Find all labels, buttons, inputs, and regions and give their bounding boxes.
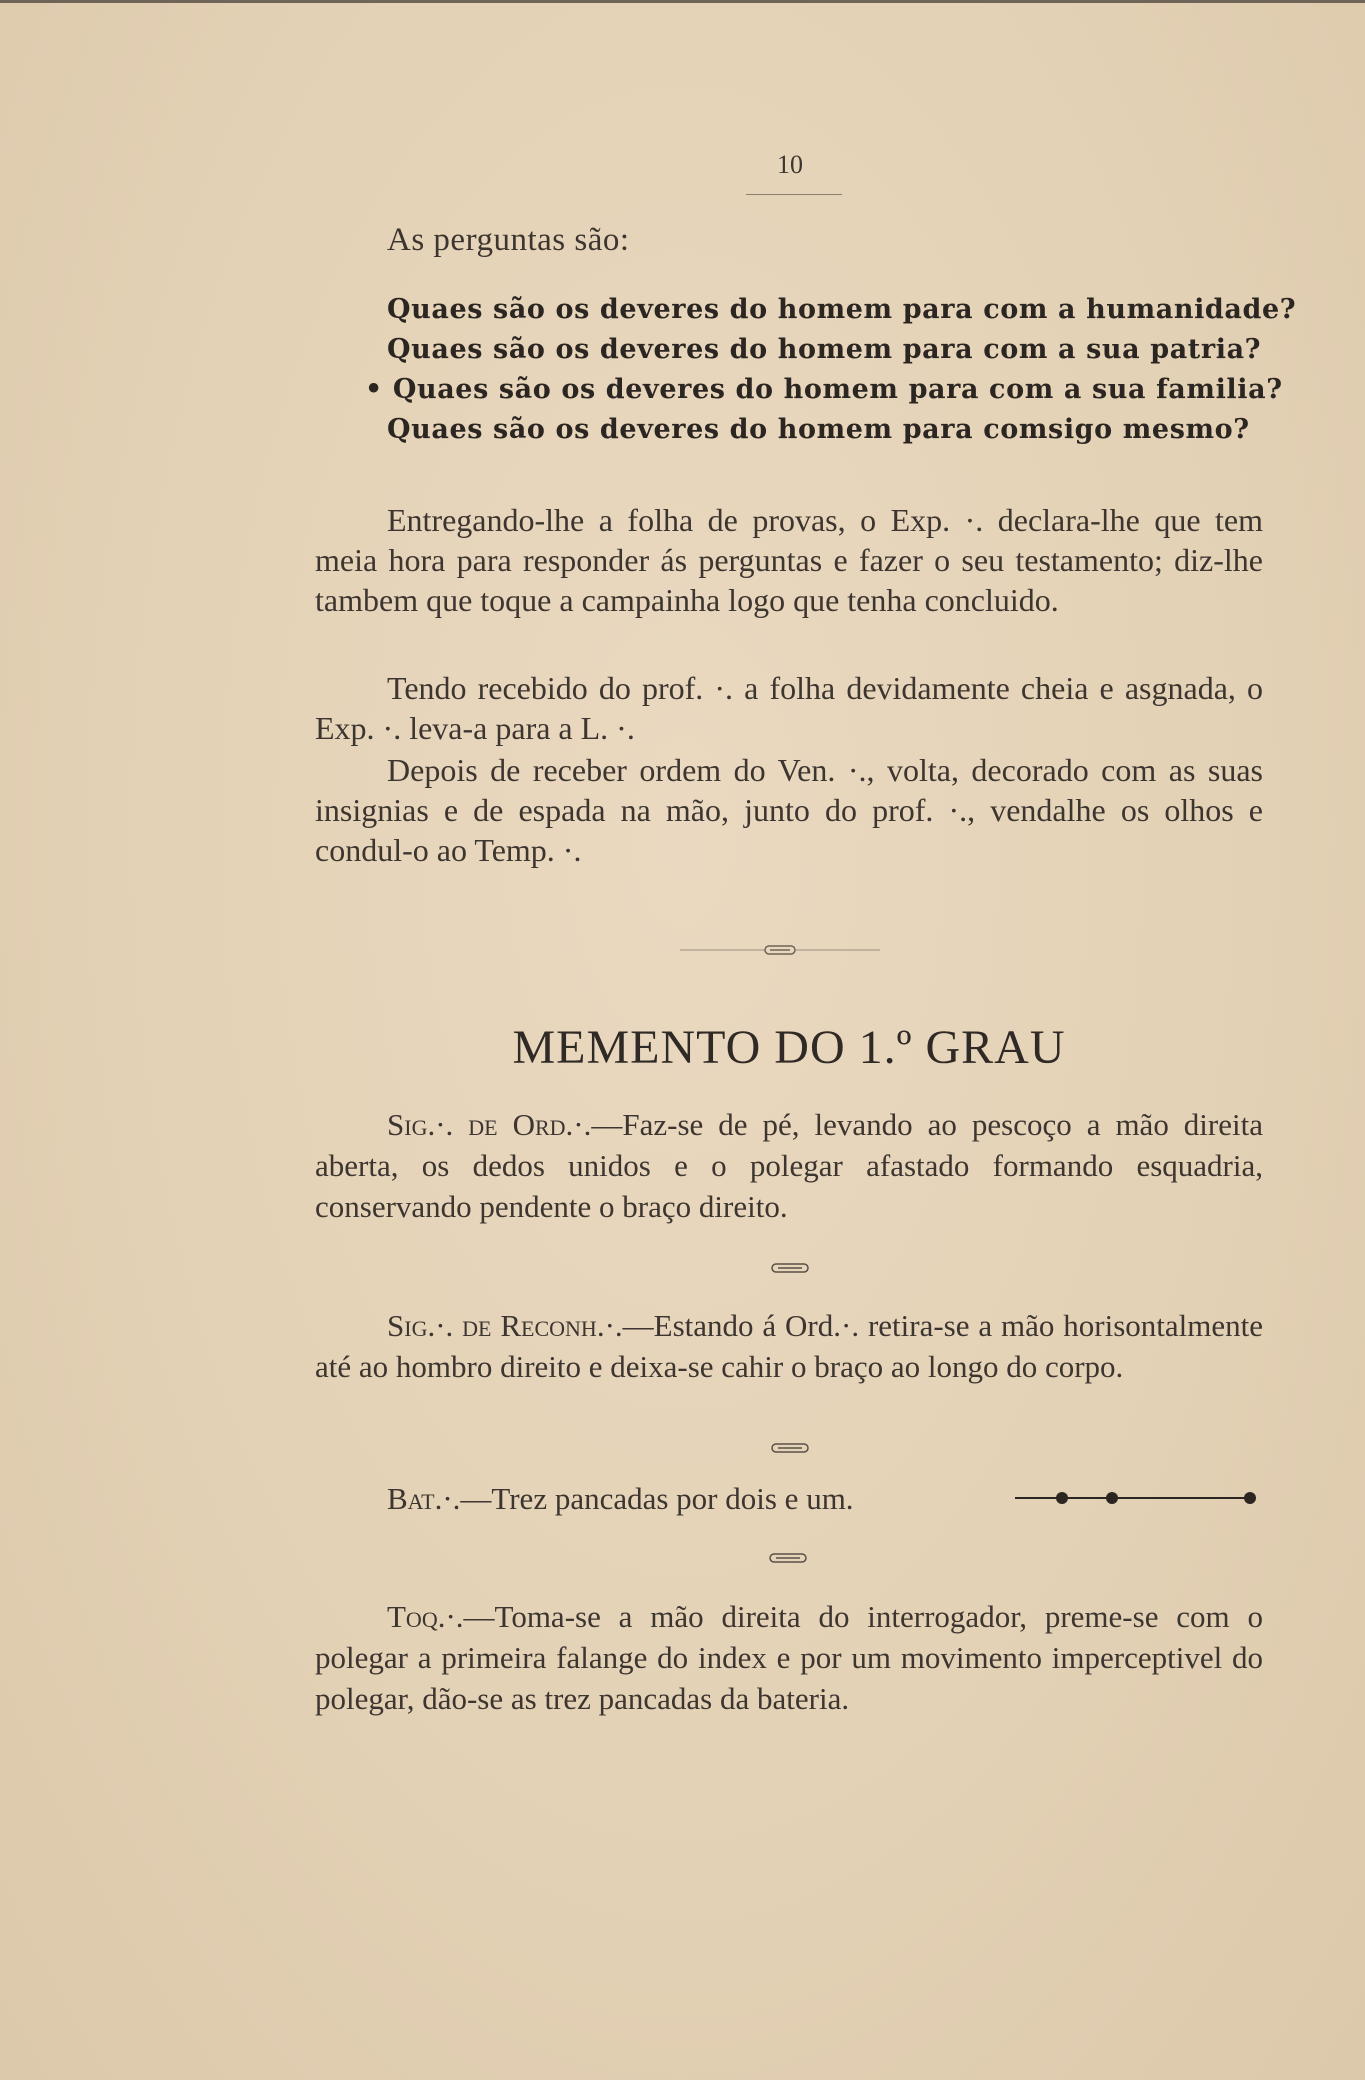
battery-rhythm-icon bbox=[1010, 1486, 1260, 1510]
paragraph-depois bbox=[315, 750, 1263, 870]
page-number-rule bbox=[746, 194, 842, 195]
toq-text: —Toma-se a mão direita do interrogador, preme-se com o polegar a primeira falange do index e por um movimento imperceptivel do polegar, dão-se as trez pancadas da bateria. bbox=[315, 1599, 1263, 1716]
toq-paragraph bbox=[315, 1596, 1263, 1719]
divider-ornament-3 bbox=[768, 1552, 808, 1564]
divider-ornament-1 bbox=[770, 1262, 810, 1274]
paragraph-tendo bbox=[315, 668, 1263, 748]
sig-ord-paragraph bbox=[315, 1104, 1263, 1227]
paragraph-entregando bbox=[315, 500, 1263, 620]
bat-label: Bat.·. bbox=[387, 1481, 461, 1516]
paragraph-entregando-text: Entregando-lhe a folha de provas, o Exp. ·. declara-lhe que tem meia hora para responder ás perguntas e fazer o seu testamento; diz-lhe tambem que toque a campainha logo que tenha concluido. bbox=[315, 502, 1263, 618]
bat-text: —Trez pancadas por dois e um. bbox=[460, 1481, 854, 1516]
toq-label: Toq.·. bbox=[387, 1599, 464, 1634]
paragraph-tendo-text: Tendo recebido do prof. ·. a folha devidamente cheia e asgnada, o Exp. ·. leva-a para a L. ·. bbox=[315, 670, 1263, 746]
questions-list bbox=[365, 290, 1297, 450]
divider-ornament-2 bbox=[770, 1442, 810, 1454]
memento-heading: MEMENTO DO 1.º GRAU bbox=[512, 1021, 1066, 1074]
page-number: 10 bbox=[777, 150, 803, 179]
sig-reconh-text: —Estando á Ord.·. retira-se a mão horisontalmente até ao hombro direito e deixa-se cahir o braço ao longo do corpo. bbox=[315, 1308, 1264, 1384]
page-top-edge bbox=[0, 0, 1365, 3]
sig-ord-text: —Faz-se de pé, levando ao pescoço a mão direita aberta, os dedos unidos e o polegar afastado formando esquadria, conservando pendente o braço direito. bbox=[315, 1107, 1263, 1224]
intro-text: As perguntas são: bbox=[387, 222, 630, 258]
question-3: • Quaes são os deveres do homem para com a sua familia? bbox=[365, 374, 1283, 405]
sig-ord-label: Sig.·. de Ord.·. bbox=[387, 1107, 592, 1142]
question-2: Quaes são os deveres do homem para com a sua patria? bbox=[387, 334, 1262, 365]
paragraph-depois-text: Depois de receber ordem do Ven. ·., volta, decorado com as suas insignias e de espada na mão, junto do prof. ·., vendalhe os olhos e condul-o ao Temp. ·. bbox=[315, 752, 1263, 868]
question-4: Quaes são os deveres do homem para comsigo mesmo? bbox=[387, 414, 1250, 445]
sig-reconh-label: Sig.·. de Reconh.·. bbox=[387, 1308, 623, 1343]
section-divider-ornament bbox=[660, 940, 900, 960]
question-1: Quaes são os deveres do homem para com a humanidade? bbox=[387, 294, 1297, 325]
sig-reconh-paragraph bbox=[315, 1305, 1263, 1387]
